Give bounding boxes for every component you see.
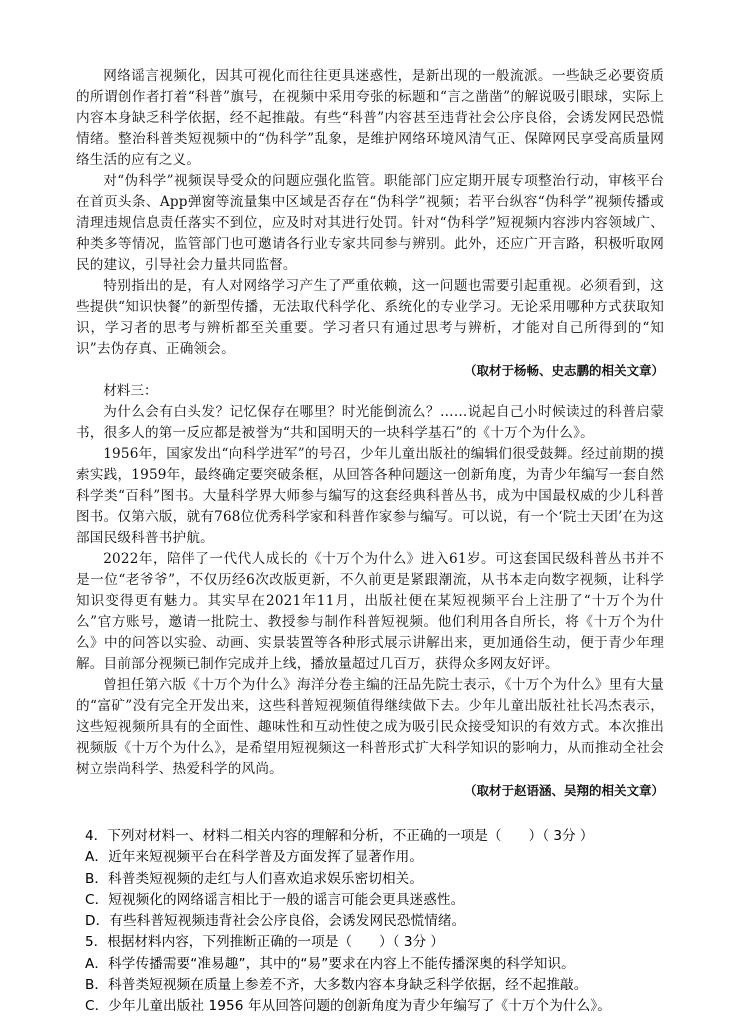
question-5-stem: 5．根据材料内容，下列推断正确的一项是（ ）（ 3分 ） [85,934,444,951]
question-5-option-c: C．少年儿童出版社 1956 年从回答问题的创新角度为青少年编写了《十万个为什么》。 [85,998,611,1015]
question-4-option-b: B．科普类短视频的走红与人们喜欢追求娱乐密切相关。 [85,870,424,887]
question-4-option-c: C．短视频化的网络谣言相比于一般的谣言可能会更具迷惑性。 [85,891,465,908]
material3-source: （取材于赵语涵、吴翔的相关文章） [463,783,664,798]
material2-paragraph-2: 对“伪科学”视频误导受众的问题应强化监管。职能部门应定期开展专项整治行动，审核平台在首页头条、App弹窗等流量集中区域是否存在“伪科学”视频；若平台纵容“伪科学”视频传播或清理违规信息责任落实不到位，应及时对其进行处罚。针对“伪科学”短视频内容涉内容领域广、种类多等情况，监管部门也可邀请各行业专家共同参与辨别。此外，还应广开言路，积极听取网民的建议，引导社会力量共同监督。 [76,173,664,273]
material3-paragraph-2: 1956年，国家发出“向科学进军”的号召，少年儿童出版社的编辑们很受鼓舞。经过前期的摸索实践，1959年，最终确定要突破条框，从回答各种问题这一创新角度，为青少年编写一套自然科学类“百科”图书。大量科学界大师参与编写的这套经典科普丛书，成为中国最权威的少儿科普图书。仅第六版，就有768位优秀科学家和科普作家参与编写。可以说，有一个‘院士天团’在为这部国民级科普书护航。 [76,446,664,546]
material3-paragraph-1: 为什么会有白头发？记忆保存在哪里？时光能倒流么？……说起自己小时候读过的科普启蒙书，很多人的第一反应都是被誉为“共和国明天的一块科学基石”的《十万个为什么》。 [76,404,664,441]
material2-source: （取材于杨畅、史志鹏的相关文章） [463,363,664,378]
question-5-option-b: B．科普类短视频在质量上参差不齐，大多数内容本身缺乏科学依据，经不起推敲。 [85,977,588,994]
question-5-option-a: A．科学传播需要“准易趣”，其中的“易”要求在内容上不能传播深奥的科学知识。 [85,955,575,972]
material3-paragraph-4: 曾担任第六版《十万个为什么》海洋分卷主编的汪品先院士表示，《十万个为什么》里有大量的“富矿”没有完全开发出来，这些科普短视频值得继续做下去。少年儿童出版社社长冯杰表示，这些短视频所具有的全面性、趣味性和互动性使之成为吸引民众接受知识的有效方式。本次推出视频版《十万个为什么》，是希望用短视频这一科普形式扩大科学知识的影响力，从而推动全社会树立崇尚科学、热爱科学的风尚。 [76,677,664,777]
material2-paragraph-1: 网络谣言视频化，因其可视化而往往更具迷惑性，是新出现的一般流派。一些缺乏必要资质的所谓创作者打着“科普”旗号，在视频中采用夸张的标题和“言之凿凿”的解说吸引眼球，实际上内容本身缺乏科学依据，经不起推敲。有些“科普”内容甚至违背社会公序良俗，会诱发网民恐慌情绪。整治科普类短视频中的“伪科学”乱象，是维护网络环境风清气正、保障网民享受高质量网络生活的应有之义。 [76,68,664,168]
question-4-option-a: A．近年来短视频平台在科学普及方面发挥了显著作用。 [85,849,424,866]
material2-paragraph-3: 特别指出的是，有人对网络学习产生了严重依赖，这一问题也需要引起重视。必须看到，这些提供“知识快餐”的新型传播，无法取代科学化、系统化的专业学习。无论采用哪种方式获取知识，学习者的思考与辨析都至关重要。学习者只有通过思考与辨析，才能对自己所得到的“知识”去伪存真、正确领会。 [76,278,664,357]
material3-heading: 材料三： [103,383,158,399]
material3-paragraph-3: 2022年，陪伴了一代代人成长的《十万个为什么》进入61岁。可这套国民级科普丛书并不是一位“老爷爷”，不仅历经6次改版更新，不久前更是紧跟潮流，从书本走向数字视频，让科学知识变得更有魅力。其实早在2021年11月，出版社便在某短视频平台上注册了“十万个为什么”官方账号，邀请一批院士、教授参与制作科普短视频。他们利用各自所长，将《十万个为什么》中的问答以实验、动画、实景装置等各种形式展示讲解出来，更加通俗生动，便于青少年理解。目前部分视频已制作完成并上线，播放量超过几百万，获得众多网友好评。 [76,551,664,672]
question-4-option-d: D．有些科普短视频违背社会公序良俗，会诱发网民恐慌情绪。 [85,913,466,930]
questions-section [85,826,685,1018]
reading-material [76,66,664,801]
question-4-stem: 4．下列对材料一、材料二相关内容的理解和分析，不正确的一项是（ ）（ 3分 ） [85,828,594,844]
